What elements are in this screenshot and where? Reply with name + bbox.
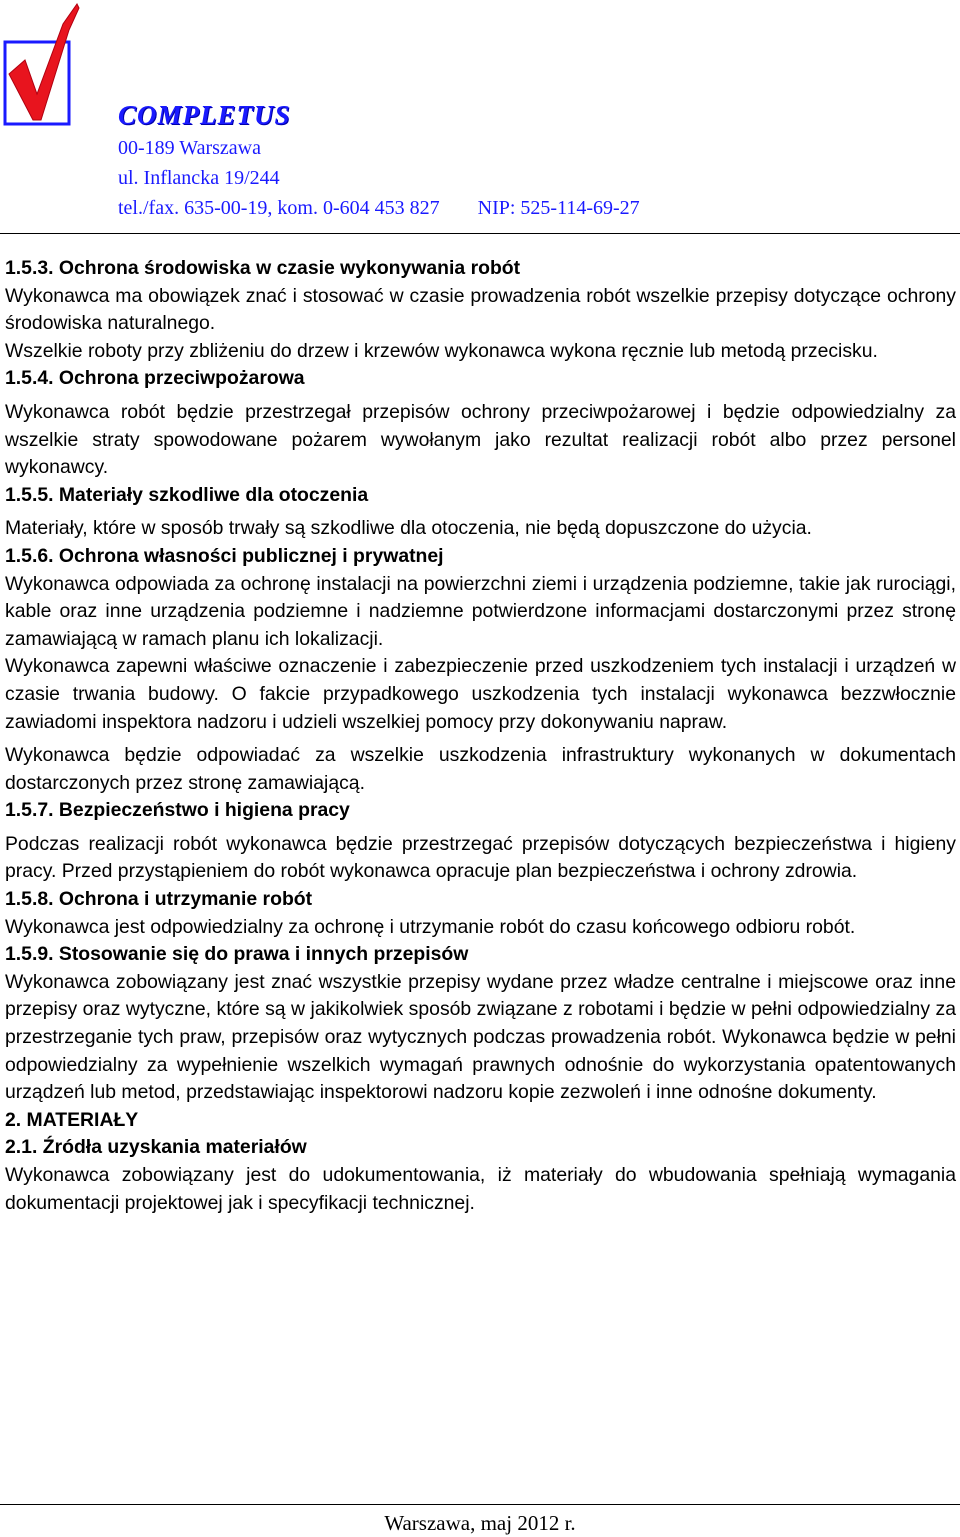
footer-divider — [0, 1504, 960, 1505]
paragraph: Wykonawca zobowiązany jest do udokumentowania, iż materiały do wbudowania spełniają wymagania dokumentacji projektowej jak i specyfikacji technicznej. — [5, 1164, 956, 1214]
section-heading: 1.5.8. Ochrona i utrzymanie robót — [5, 888, 313, 911]
letterhead — [0, 0, 960, 240]
paragraph: Materiały, które w sposób trwały są szkodliwe dla otoczenia, nie będą dopuszczone do użycia. — [5, 517, 812, 540]
section-1-5-9 — [5, 941, 956, 1107]
address-line-2: ul. Inflancka 19/244 — [118, 167, 280, 189]
paragraph: Wszelkie roboty przy zbliżeniu do drzew i krzewów wykonawca wykona ręcznie lub metodą przecisku. — [5, 339, 878, 362]
section-2-1 — [5, 1134, 956, 1217]
section-1-5-6 — [5, 543, 956, 797]
footer-text: Warszawa, maj 2012 r. — [384, 1511, 576, 1535]
section-1-5-8 — [5, 886, 956, 941]
paragraph: Podczas realizacji robót wykonawca będzie przestrzegać przepisów dotyczących bezpieczeństwa i higieny pracy. Przed przystąpieniem do robót wykonawca opracuje plan bezpieczeństwa i ochrony zdrowia. — [5, 832, 956, 883]
paragraph: Wykonawca odpowiada za ochronę instalacji na powierzchni ziemi i urządzenia podziemne, takie jak rurociągi, kable oraz inne urządzenia podziemne i nadziemne potwierdzone informacjami dostarczonymi przez stronę zamawiającą w ramach planu ich lokalizacji. — [5, 572, 956, 650]
header-divider — [0, 233, 960, 234]
document-body — [5, 255, 956, 1217]
section-2 — [5, 1107, 956, 1135]
paragraph: Wykonawca zapewni właściwe oznaczenie i zabezpieczenie przed uszkodzeniem tych instalacji i urządzeń w czasie trwania budowy. O fakcie przypadkowego uszkodzenia tych instalacji wykonawca bezzwłocznie zawiadomi inspektora nadzoru i udzieli wszelkiej pomocy przy dokonywaniu napraw. — [5, 655, 956, 733]
checkmark-box-icon — [3, 2, 83, 130]
section-heading: 1.5.4. Ochrona przeciwpożarowa — [5, 367, 305, 390]
phone-text: tel./fax. 635-00-19, kom. 0-604 453 827 — [118, 197, 440, 219]
address-line-1: 00-189 Warszawa — [118, 137, 261, 159]
contact-line — [118, 197, 640, 220]
paragraph: Wykonawca ma obowiązek znać i stosować w czasie prowadzenia robót wszelkie przepisy dotyczące ochrony środowiska naturalnego. — [5, 284, 956, 335]
section-1-5-5 — [5, 482, 956, 543]
paragraph: Wykonawca zobowiązany jest znać wszystkie przepisy wydane przez władze centralne i miejscowe oraz inne przepisy oraz wytyczne, które są w jakikolwiek sposób związane z robotami i będzie w pełni odpowiedzialny za przestrzeganie tych praw, przepisów oraz wytycznych podczas prowadzenia robót. Wykonawca będzie w pełni odpowiedzialny za wypełnienie wszelkich wymagań prawnych odnośnie do wykorzystania opatentowanych urządzeń lub metod, przedstawiając inspektorowi nadzoru kopie zezwoleń i inne odnośne dokumenty. — [5, 970, 956, 1104]
paragraph: Wykonawca będzie odpowiadać za wszelkie uszkodzenia infrastruktury wykonanych w dokumentach dostarczonych przez stronę zamawiającą. — [5, 744, 956, 794]
section-heading: 1.5.3. Ochrona środowiska w czasie wykonywania robót — [5, 257, 521, 279]
section-heading: 1.5.6. Ochrona własności publicznej i prywatnej — [5, 544, 444, 567]
chapter-heading: 2. MATERIAŁY — [5, 1108, 139, 1131]
section-heading: 1.5.7. Bezpieczeństwo i higiena pracy — [5, 799, 350, 822]
paragraph: Wykonawca robót będzie przestrzegał przepisów ochrony przeciwpożarowej i będzie odpowiedzialny za wszelkie straty spowodowane pożarem wywołanym jako rezultat realizacji robót albo przez personel wykonawcy. — [5, 400, 956, 479]
section-heading: 1.5.9. Stosowanie się do prawa i innych przepisów — [5, 943, 469, 966]
section-heading: 2.1. Źródła uzyskania materiałów — [5, 1136, 307, 1159]
paragraph: Wykonawca jest odpowiedzialny za ochronę i utrzymanie robót do czasu końcowego odbioru robót. — [5, 915, 856, 938]
section-1-5-4 — [5, 365, 956, 481]
section-1-5-7 — [5, 797, 956, 886]
section-1-5-3 — [5, 255, 956, 365]
company-name: COMPLETUS — [118, 100, 291, 130]
nip-text: NIP: 525-114-69-27 — [477, 197, 640, 219]
section-heading: 1.5.5. Materiały szkodliwe dla otoczenia — [5, 483, 369, 506]
